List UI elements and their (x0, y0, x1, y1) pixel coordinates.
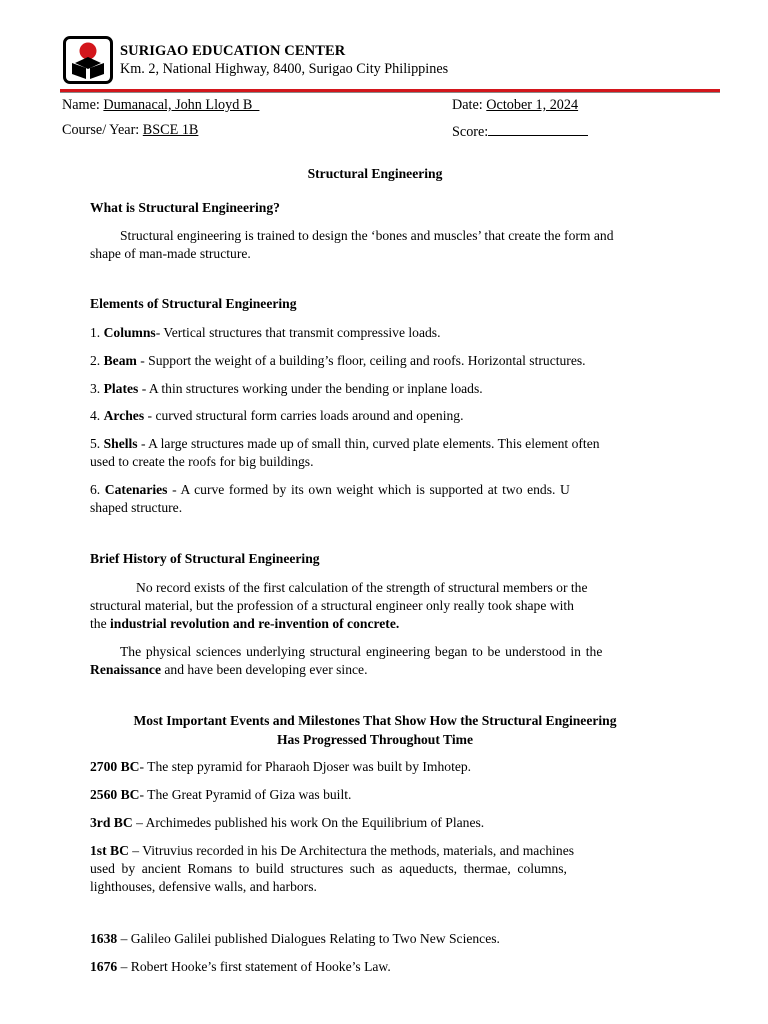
milestones-heading: Most Important Events and Milestones That Show How the Structural Engineering Has Progressed Throughout Time (133, 713, 617, 747)
school-address: Km. 2, National Highway, 8400, Surigao City Philippines (120, 61, 449, 77)
name-label: Name: (62, 97, 104, 113)
list-item: 3rd BC – Archimedes published his work On the Equilibrium of Planes. (90, 815, 485, 830)
list-item: 4. Arches - curved structural form carries loads around and opening. (90, 408, 464, 423)
history-p2-line2: Renaissance and have been developing ever since. (90, 662, 368, 677)
header-divider-shadow (60, 92, 720, 93)
list-item-continuation: used to create the roofs for big buildings. (90, 454, 314, 469)
list-item: 2560 BC- The Great Pyramid of Giza was built. (90, 787, 352, 802)
what-is-heading: What is Structural Engineering? (90, 200, 280, 215)
list-item-continuation: lighthouses, defensive walls, and harbors. (90, 879, 317, 894)
school-logo-icon (63, 36, 113, 84)
document-title: Structural Engineering (307, 166, 443, 181)
score-blank (488, 122, 588, 136)
history-p1-line1: No record exists of the first calculation of the strength of structural members or the (136, 580, 588, 595)
score-field (452, 122, 588, 141)
school-name: SURIGAO EDUCATION CENTER (120, 43, 346, 59)
what-is-text-line2: shape of man-made structure. (90, 246, 251, 261)
list-item-continuation: shaped structure. (90, 500, 183, 515)
history-heading: Brief History of Structural Engineering (90, 551, 320, 566)
history-p1-line3: the industrial revolution and re-invention of concrete. (90, 616, 400, 631)
history-p2-line1: The physical sciences underlying structural engineering began to be understood in the (120, 644, 603, 659)
list-item: 1st BC – Vitruvius recorded in his De Architectura the methods, materials, and machines (90, 843, 575, 858)
date-field (452, 97, 578, 114)
list-item: 1. Columns- Vertical structures that transmit compressive loads. (90, 325, 441, 340)
list-item: 3. Plates - A thin structures working under the bending or inplane loads. (90, 381, 483, 396)
list-item: 5. Shells - A large structures made up of small thin, curved plate elements. This element often (90, 436, 600, 451)
list-item: 2700 BC- The step pyramid for Pharaoh Djoser was built by Imhotep. (90, 759, 472, 774)
list-item: 1638 – Galileo Galilei published Dialogues Relating to Two New Sciences. (90, 931, 500, 946)
course-field (62, 122, 198, 139)
elements-heading: Elements of Structural Engineering (90, 296, 297, 311)
list-item: 6. Catenaries - A curve formed by its own weight which is supported at two ends. U (90, 482, 570, 497)
course-value: BSCE 1B (142, 122, 199, 138)
course-label: Course/ Year: (62, 122, 143, 138)
score-label: Score: (452, 124, 489, 140)
date-value: October 1, 2024 (486, 97, 579, 113)
what-is-text-line1: Structural engineering is trained to design the ‘bones and muscles’ that create the form and (120, 228, 614, 243)
name-field (62, 97, 259, 114)
date-label: Date: (452, 97, 487, 113)
list-item: 2. Beam - Support the weight of a building’s floor, ceiling and roofs. Horizontal structures. (90, 353, 586, 368)
list-item: 1676 – Robert Hooke’s first statement of Hooke’s Law. (90, 959, 391, 974)
history-p1-line2: structural material, but the profession of a structural engineer only really took shape with (90, 598, 574, 613)
list-item-continuation: used by ancient Romans to build structures such as aqueducts, thermae, columns, (90, 861, 567, 876)
name-value: Dumanacal, John Lloyd B (103, 97, 260, 113)
